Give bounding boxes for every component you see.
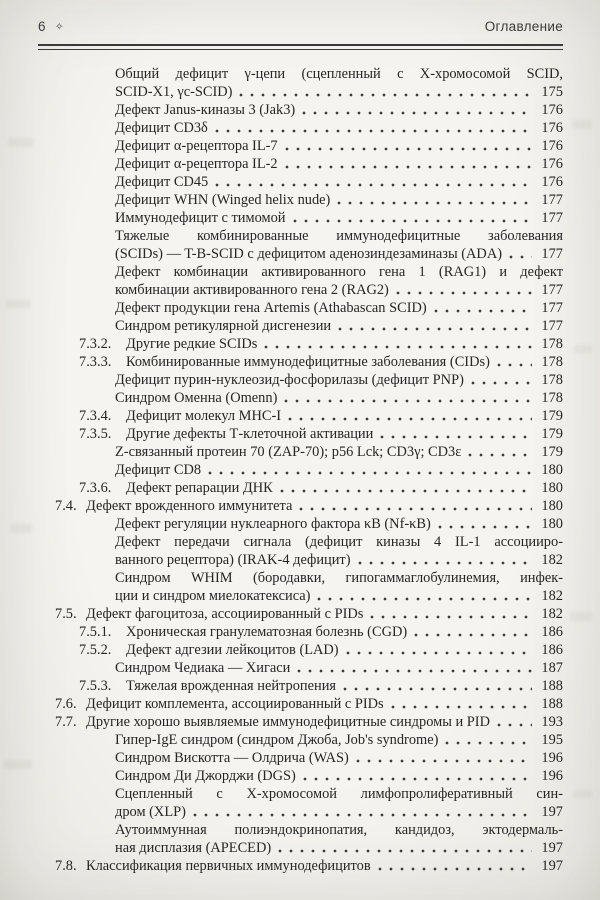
toc-entry-number: 7.8. [55,858,77,874]
toc-page-number: 186 [541,624,563,640]
toc-page-number: 188 [541,696,563,712]
dot-leader [468,447,532,459]
dot-leader [280,483,532,495]
toc-row [0,209,600,227]
dot-leader [215,123,532,135]
toc-row [0,101,600,119]
running-header [38,19,563,34]
page-number: 6 [38,19,46,34]
toc-entry-text: Z-связанный протеин 70 (ZAP-70); p56 Lck; CD3γ; CD3ε [115,444,462,460]
toc-entry-number: 7.3.4. [79,408,112,424]
toc-row [0,515,600,533]
toc-entry-text: Дефект регуляции нуклеарного фактора κB (Nf-κB) [115,516,431,532]
dot-leader [509,249,532,261]
toc-page-number: 186 [541,642,563,658]
toc-entry-text: Дефект передачи сигнала (дефицит киназы 4 IL-1 ассоцииро- [115,534,563,550]
toc-page-number: 180 [541,516,563,532]
dot-leader [338,321,532,333]
dot-leader [239,87,532,99]
toc-entry-text: ванного рецептора) (IRAK-4 дефицит) [115,552,351,568]
toc-entry-text: Дефицит α-рецептора IL-7 [115,138,278,154]
toc-page-number: 196 [541,750,563,766]
table-of-contents [0,65,600,875]
toc-page-number: 179 [541,426,563,442]
dot-leader [438,519,532,531]
toc-row [0,227,600,245]
toc-entry-text: Хроническая гранулематозная болезнь (CGD) [126,624,408,640]
dot-leader [497,357,532,369]
toc-entry-text: Дефект врожденного иммунитета [86,498,293,514]
toc-entry-text: Комбинированные иммунодефицитные заболевания (CIDs) [126,354,490,370]
toc-row [0,713,600,731]
toc-entry-text: Дефицит молекул MHC-I [126,408,282,424]
dot-leader [303,771,532,783]
toc-page-number: 193 [541,714,563,730]
toc-row [0,623,600,641]
dot-leader [278,843,532,855]
toc-row [0,857,600,875]
toc-entry-number: 7.4. [55,498,77,514]
toc-row [0,119,600,137]
toc-entry-number: 7.5. [55,606,77,622]
toc-entry-text: Дефект продукции гена Artemis (Athabascan SCID) [115,300,427,316]
toc-row [0,659,600,677]
toc-row [0,371,600,389]
diamond-ornament-icon: ✧ [54,21,64,33]
dot-leader [284,393,532,405]
dot-leader [380,429,532,441]
dot-leader [414,627,532,639]
toc-entry-text: Синдром Чедиака — Хигаси [115,660,291,676]
toc-page-number: 197 [541,840,563,856]
toc-entry-text: Дефицит WHN (Winged helix nude) [115,192,331,208]
toc-entry-text: SCID-X1, γc-SCID) [115,84,233,100]
toc-row [0,317,600,335]
dot-leader [343,681,532,693]
dot-leader [346,645,532,657]
toc-entry-text: Дефицит CD8 [115,462,202,478]
dot-leader [208,465,532,477]
dot-leader [299,501,532,513]
toc-entry-text: Синдром ретикулярной дисгенезии [115,318,332,334]
toc-row [0,407,600,425]
dot-leader [285,141,532,153]
toc-entry-number: 7.3.6. [79,480,112,496]
toc-row [0,443,600,461]
toc-page-number: 197 [541,858,563,874]
toc-row [0,281,600,299]
toc-entry-text: Другие редкие SCIDs [126,336,258,352]
toc-entry-number: 7.5.3. [79,678,112,694]
toc-row [0,551,600,569]
toc-page-number: 176 [541,102,563,118]
dot-leader [193,807,532,819]
toc-page-number: 177 [541,246,563,262]
toc-row [0,839,600,857]
toc-row [0,425,600,443]
header-double-rule [38,44,563,50]
toc-page-number: 196 [541,768,563,784]
toc-entry-text: ции и синдром миелокатексиса) [115,588,311,604]
toc-entry-text: Тяжелые комбинированные иммунодефицитные заболевания [115,228,563,244]
dot-leader [370,609,532,621]
toc-row [0,173,600,191]
toc-entry-text: Синдром WHIM (бородавки, гипогаммаглобулинемия, инфек- [115,570,563,586]
toc-row [0,533,600,551]
toc-entry-number: 7.3.2. [79,336,112,352]
toc-page-number: 182 [541,552,563,568]
toc-page-number: 178 [541,336,563,352]
toc-entry-number: 7.7. [55,714,77,730]
dot-leader [215,177,532,189]
toc-entry-number: 7.3.3. [79,354,112,370]
toc-page-number: 177 [541,210,563,226]
toc-entry-text: Иммунодефицит с тимомой [115,210,286,226]
toc-entry-number: 7.3.5. [79,426,112,442]
toc-entry-text: Другие хорошо выявляемые иммунодефицитные синдромы и PID [86,714,490,730]
toc-row [0,353,600,371]
toc-row [0,605,600,623]
toc-row [0,785,600,803]
toc-entry-text: (SCIDs) — T-B-SCID с дефицитом аденозиндезаминазы (ADA) [115,246,503,262]
dot-leader [285,159,532,171]
dot-leader [288,411,532,423]
toc-row [0,245,600,263]
toc-page-number: 180 [541,462,563,478]
toc-page-number: 178 [541,354,563,370]
toc-row [0,461,600,479]
toc-row [0,65,600,83]
toc-entry-number: 7.6. [55,696,77,712]
toc-page-number: 180 [541,480,563,496]
toc-entry-text: Дефект адгезии лейкоцитов (LAD) [126,642,339,658]
toc-entry-text: ная дисплазия (APECED) [115,840,272,856]
toc-page-number: 179 [541,408,563,424]
toc-page-number: 176 [541,156,563,172]
toc-page-number: 176 [541,174,563,190]
toc-entry-text: Дефект Janus-киназы 3 (Jak3) [115,102,296,118]
dot-leader [356,753,532,765]
dot-leader [302,105,532,117]
toc-entry-text: Общий дефицит γ-цепи (сцепленный с Х-хромосомой SCID, [115,66,563,82]
toc-row [0,299,600,317]
toc-entry-number: 7.5.1. [79,624,112,640]
dot-leader [358,555,532,567]
toc-entry-text: Другие дефекты Т-клеточной активации [126,426,374,442]
toc-page-number: 182 [541,588,563,604]
dot-leader [264,339,532,351]
toc-page-number: 178 [541,390,563,406]
toc-entry-text: дром (XLP) [115,804,186,820]
toc-entry-text: Дефект комбинации активированного гена 1 (RAG1) и дефект [115,264,563,280]
dot-leader [297,663,532,675]
toc-entry-text: Дефект фагоцитоза, ассоциированный с PIDs [86,606,364,622]
toc-entry-text: Аутоиммунная полиэндокринопатия, кандидоз, эктодермаль- [115,822,563,838]
dot-leader [293,213,533,225]
toc-page-number: 177 [541,282,563,298]
toc-entry-text: Синдром Ди Джорджи (DGS) [115,768,296,784]
toc-row [0,695,600,713]
toc-entry-text: Дефицит комплемента, ассоциированный с PIDs [86,696,384,712]
toc-row [0,569,600,587]
toc-row [0,263,600,281]
toc-entry-text: Классификация первичных иммунодефицитов [86,858,371,874]
toc-row [0,191,600,209]
toc-page-number: 176 [541,138,563,154]
toc-entry-text: Дефицит CD3δ [115,120,208,136]
header-title: Оглавление [484,19,563,34]
toc-row [0,731,600,749]
toc-page-number: 197 [541,804,563,820]
toc-page-number: 175 [541,84,563,100]
dot-leader [434,303,532,315]
dot-leader [391,699,532,711]
toc-row [0,497,600,515]
toc-entry-text: Синдром Оменна (Omenn) [115,390,278,406]
toc-row [0,803,600,821]
toc-entry-text: Дефект репарации ДНК [126,480,273,496]
toc-page-number: 177 [541,192,563,208]
toc-row [0,155,600,173]
toc-row [0,749,600,767]
dot-leader [378,861,532,873]
toc-row [0,821,600,839]
toc-page-number: 187 [541,660,563,676]
toc-page-number: 195 [541,732,563,748]
dot-leader [445,735,532,747]
toc-entry-text: Гипер-IgE синдром (синдром Джоба, Job's syndrome) [115,732,439,748]
toc-page-number: 177 [541,300,563,316]
toc-entry-text: Дефицит пурин-нуклеозид-фосфорилазы (дефицит PNP) [115,372,464,388]
dot-leader [497,717,532,729]
dot-leader [337,195,532,207]
toc-page-number: 180 [541,498,563,514]
toc-entry-text: комбинации активированного гена 2 (RAG2) [115,282,389,298]
toc-page-number: 182 [541,606,563,622]
toc-page-number: 188 [541,678,563,694]
dot-leader [317,591,532,603]
toc-row [0,479,600,497]
toc-row [0,389,600,407]
toc-page-number: 178 [541,372,563,388]
toc-entry-number: 7.5.2. [79,642,112,658]
toc-row [0,641,600,659]
toc-row [0,677,600,695]
toc-entry-text: Дефицит CD45 [115,174,209,190]
toc-row [0,137,600,155]
toc-entry-text: Синдром Вискотта — Олдрича (WAS) [115,750,349,766]
toc-entry-text: Тяжелая врожденная нейтропения [126,678,337,694]
folio-group [38,19,64,34]
toc-row [0,83,600,101]
toc-entry-text: Дефицит α-рецептора IL-2 [115,156,278,172]
dot-leader [396,285,532,297]
toc-page-number: 179 [541,444,563,460]
toc-row [0,335,600,353]
toc-row [0,767,600,785]
toc-page-number: 176 [541,120,563,136]
toc-row [0,587,600,605]
dot-leader [471,375,532,387]
toc-page-number: 177 [541,318,563,334]
toc-entry-text: Сцепленный с Х-хромосомой лимфопролиферативный син- [115,786,563,802]
